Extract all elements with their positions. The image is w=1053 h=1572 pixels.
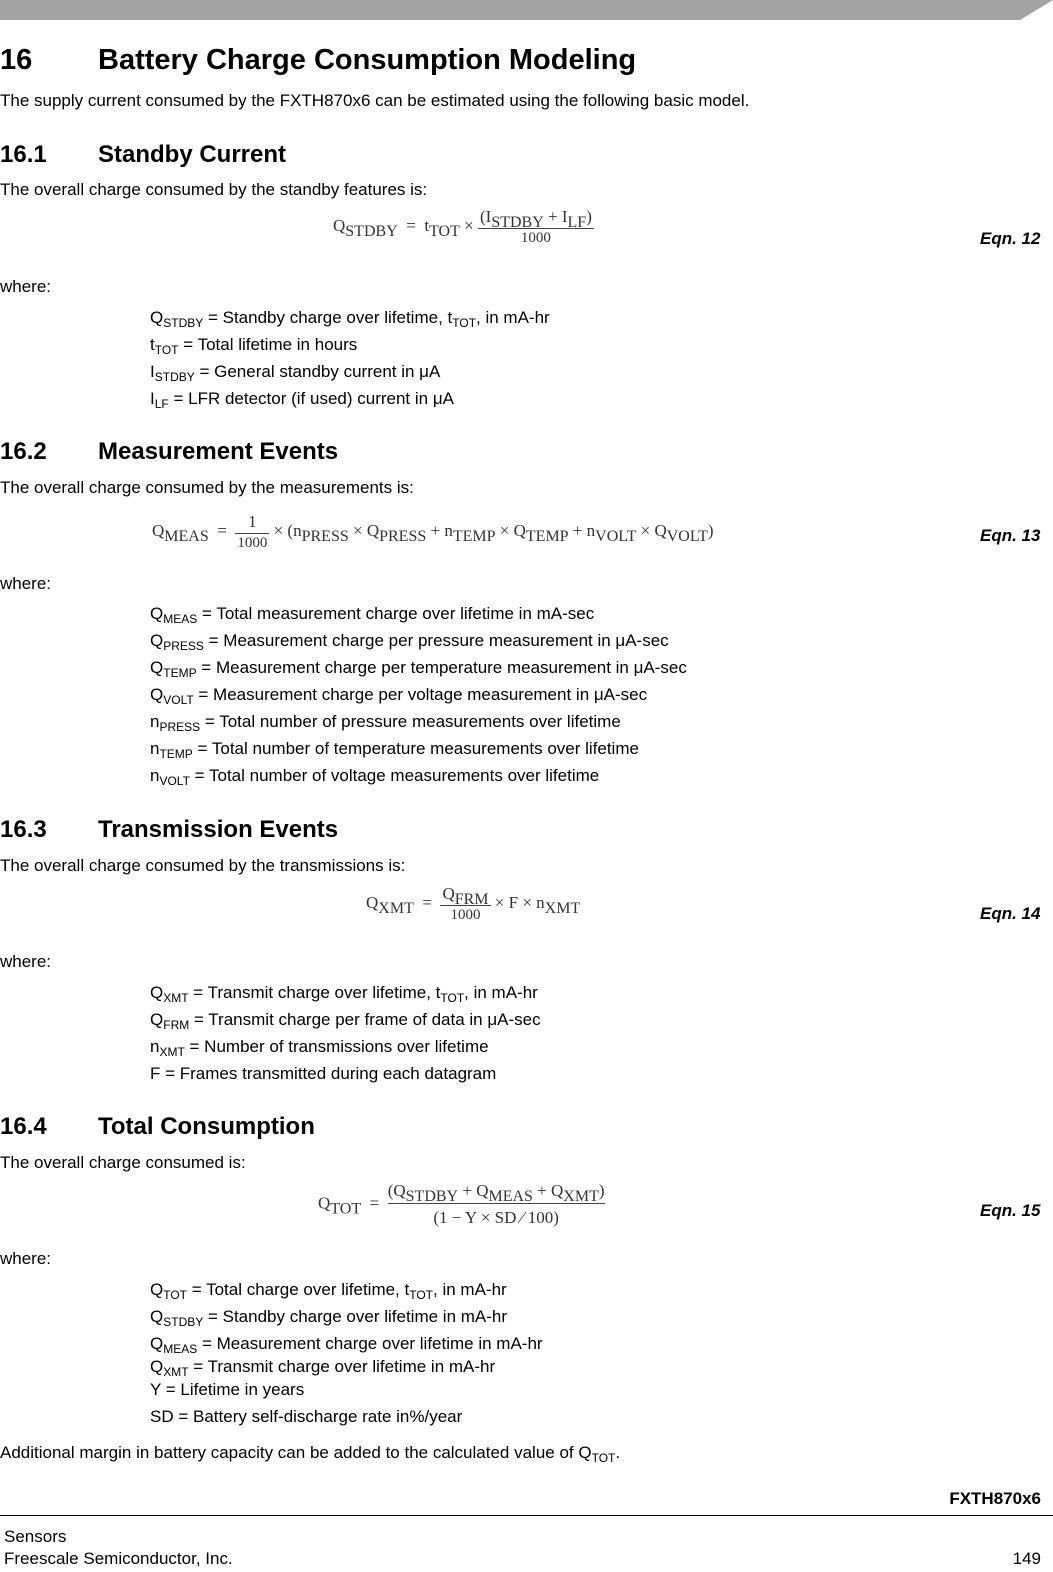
definition-item: $Q_{TOT}$ = Total charge over lifetime, $t_{TOT}$, in mA-hr [150, 1280, 507, 1302]
footer-page-number: 149 [1012, 1549, 1041, 1568]
definition-item: $Q_{PRESS}$ = Measurement charge per pressure measurement in μA-sec [150, 631, 669, 653]
definition-item: $I_{STDBY}$ = General standby current in μA [150, 362, 441, 384]
equation-15-fraction: $\frac{(Q_{STDBY} + Q_{MEAS} + Q_{XMT})}{(1 - Y \times SD ⁄ 100)}$ [387, 1181, 605, 1227]
definition-item: F = Frames transmitted during each datagram [150, 1064, 497, 1083]
section-number: 16.2 [0, 438, 47, 465]
definition-item: $n_{PRESS}$ = Total number of pressure measurements over lifetime [150, 712, 621, 734]
section-number: 16 [0, 44, 33, 76]
footer-category: Sensors [4, 1527, 67, 1546]
equation-12-label: Eqn. 12 [980, 229, 1041, 248]
section-16-1-heading [0, 141, 287, 169]
section-16-1-intro: The overall charge consumed by the standby features is: [0, 180, 428, 199]
equation-15-label: Eqn. 15 [980, 1201, 1041, 1220]
definition-item: $t_{TOT}$ = Total lifetime in hours [150, 335, 358, 357]
section-16-2-intro: The overall charge consumed by the measurements is: [0, 478, 414, 497]
definition-item: $Q_{XMT}$ = Transmit charge over lifetime, $t_{TOT}$, in mA-hr [150, 983, 538, 1005]
equation-13-fraction: $\frac{1}{1000}$ [237, 512, 268, 551]
footer-divider [0, 1515, 1053, 1516]
section-title: Total Consumption [98, 1113, 315, 1140]
definition-item: $I_{LF}$ = LFR detector (if used) current in μA [150, 389, 454, 411]
definition-item: $n_{VOLT}$ = Total number of voltage measurements over lifetime [150, 766, 600, 788]
section-16-heading [0, 44, 637, 77]
section-title: Battery Charge Consumption Modeling [98, 44, 637, 76]
section-number: 16.4 [0, 1113, 47, 1140]
definition-item: $Q_{XMT}$ = Transmit charge over lifetime in mA-hr [150, 1357, 496, 1379]
section-title: Standby Current [98, 141, 287, 168]
section-16-2-heading [0, 438, 339, 466]
definition-item: $Q_{MEAS}$ = Measurement charge over lifetime in mA-hr [150, 1334, 543, 1356]
equation-12: $Q_{STDBY} = t_{TOT}$ × $\frac{(I_{STDBY} + I_{LF})}{1000}$ [333, 207, 592, 246]
where-label: where: [0, 574, 52, 593]
definition-item: SD = Battery self-discharge rate in%/year [150, 1407, 463, 1426]
equation-15: $Q_{TOT}$ = $\frac{(Q_{STDBY} + Q_{MEAS} + Q_{XMT})}{(1 - Y \times SD ⁄ 100)}$ [318, 1181, 605, 1227]
section-16-intro: The supply current consumed by the FXTH870x6 can be estimated using the following basic model. [0, 91, 750, 110]
top-banner-bar [0, 0, 1053, 20]
definition-item: $Q_{TEMP}$ = Measurement charge per temperature measurement in μA-sec [150, 658, 687, 680]
section-title: Measurement Events [98, 438, 339, 465]
equation-13: $Q_{MEAS}$ = $\frac{1}{1000}$ × $(n_{PRESS} \times Q_{PRESS} + n_{TEMP} \times Q_{TEMP} + n_{VOLT} \times Q_{VOLT})$ [152, 512, 714, 551]
definition-item: Y = Lifetime in years [150, 1380, 305, 1399]
where-label: where: [0, 277, 52, 296]
section-16-4-heading [0, 1113, 315, 1141]
footer-product-name: FXTH870x6 [949, 1489, 1041, 1508]
definition-item: $n_{XMT}$ = Number of transmissions over lifetime [150, 1037, 489, 1059]
closing-note: Additional margin in battery capacity can be added to the calculated value of $Q_{TOT}$. [0, 1443, 621, 1465]
definition-item: $Q_{FRM}$ = Transmit charge per frame of data in μA-sec [150, 1010, 541, 1032]
where-label: where: [0, 1249, 52, 1268]
equation-13-label: Eqn. 13 [980, 526, 1041, 545]
definition-item: $Q_{STDBY}$ = Standby charge over lifetime, $t_{TOT}$, in mA-hr [150, 308, 550, 330]
equation-14-label: Eqn. 14 [980, 904, 1041, 923]
definition-item: $Q_{VOLT}$ = Measurement charge per voltage measurement in μA-sec [150, 685, 648, 707]
footer-company: Freescale Semiconductor, Inc. [4, 1549, 233, 1568]
definition-item: $n_{TEMP}$ = Total number of temperature measurements over lifetime [150, 739, 639, 761]
section-16-4-intro: The overall charge consumed is: [0, 1153, 246, 1172]
equation-12-fraction: $\frac{(I_{STDBY} + I_{LF})}{1000}$ [479, 207, 592, 246]
section-16-3-intro: The overall charge consumed by the transmissions is: [0, 856, 406, 875]
section-number: 16.3 [0, 816, 47, 843]
definition-item: $Q_{STDBY}$ = Standby charge over lifetime in mA-hr [150, 1307, 508, 1329]
where-label: where: [0, 952, 52, 971]
equation-14: $Q_{XMT}$ = $\frac{Q_{FRM}}{1000}$ × $F \times n_{XMT}$ [366, 884, 581, 923]
section-16-3-heading [0, 816, 339, 844]
section-number: 16.1 [0, 141, 47, 168]
definition-item: $Q_{MEAS}$ = Total measurement charge over lifetime in mA-sec [150, 604, 595, 626]
equation-14-fraction: $\frac{Q_{FRM}}{1000}$ [442, 884, 489, 923]
section-title: Transmission Events [98, 816, 339, 843]
